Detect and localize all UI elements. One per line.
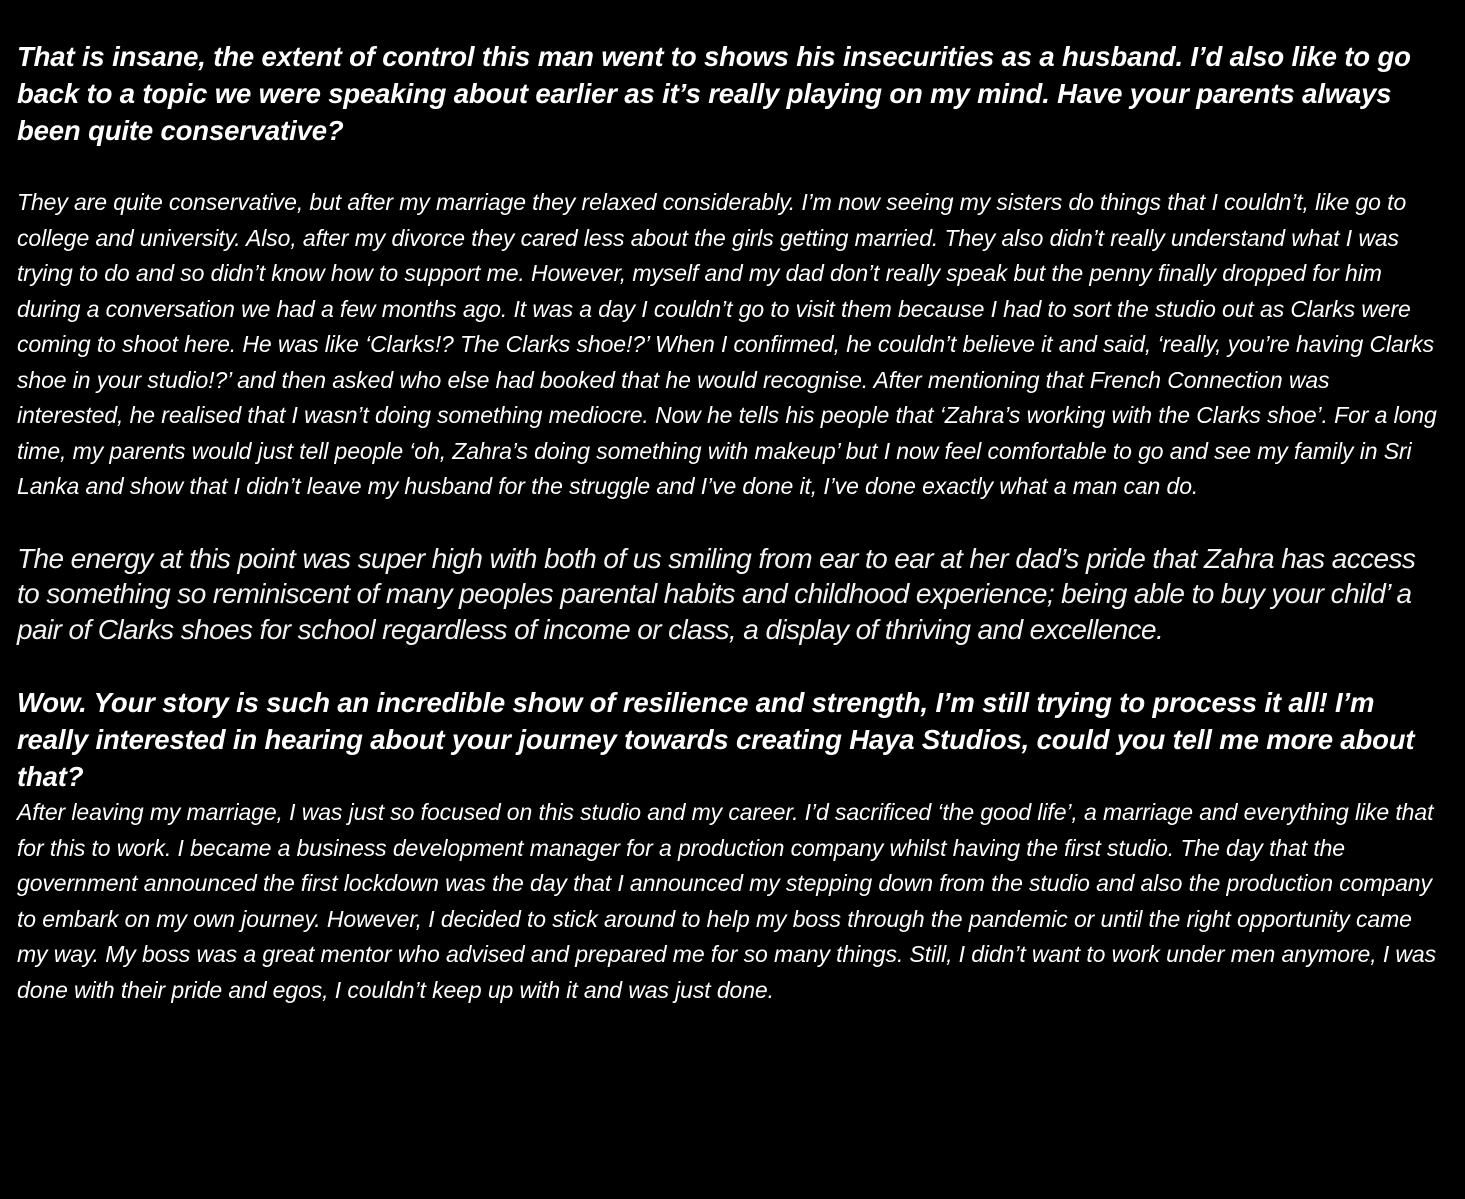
- interviewee-answer: After leaving my marriage, I was just so focused on this studio and my career. I’d sacrificed ‘the good life’, a marriage and everything like that for this to work. I became a business development manager for a production company whilst having the first studio. The day that the government announced the first lockdown was the day that I announced my stepping down from the studio and also the production company to embark on my own journey. However, I decided to stick around to help my boss through the pandemic or until the right opportunity came my way. My boss was a great mentor who advised and prepared me for so many things. Still, I didn’t want to work under men anymore, I was done with their pride and egos, I couldn’t keep up with it and was just done.: [17, 799, 1437, 1003]
- interviewer-question: That is insane, the extent of control this man went to shows his insecurities as a husband. I’d also like to go back to a topic we were speaking about earlier as it’s really playing on my mind. Have your parents always been quite conservative?: [17, 41, 1411, 146]
- interview-article: [17, 38, 1442, 1008]
- interviewer-question: Wow. Your story is such an incredible show of resilience and strength, I’m still trying to process it all! I’m really interested in hearing about your journey towards creating Haya Studios, could you tell me more about that?: [17, 687, 1415, 792]
- narration-paragraph: The energy at this point was super high with both of us smiling from ear to ear at her dad’s pride that Zahra has access to something so reminiscent of many peoples parental habits and childhood experience; being able to buy your child’ a pair of Clarks shoes for school regardless of income or class, a display of thriving and excellence.: [17, 542, 1416, 645]
- interviewee-answer: They are quite conservative, but after my marriage they relaxed considerably. I’m now seeing my sisters do things that I couldn’t, like go to college and university. Also, after my divorce they cared less about the girls getting married. They also didn’t really understand what I was trying to do and so didn’t know how to support me. However, myself and my dad don’t really speak but the penny finally dropped for him during a conversation we had a few months ago. It was a day I couldn’t go to visit them because I had to sort the studio out as Clarks were coming to shoot here. He was like ‘Clarks!? The Clarks shoe!?’ When I confirmed, he couldn’t believe it and said, ‘really, you’re having Clarks shoe in your studio!?’ and then asked who else had booked that he would recognise. After mentioning that French Connection was interested, he realised that I wasn’t doing something mediocre. Now he tells his people that ‘Zahra’s working with the Clarks shoe’. For a long time, my parents would just tell people ‘oh, Zahra’s doing something with makeup’ but I now feel comfortable to go and see my family in Sri Lanka and show that I didn’t leave my husband for the struggle and I’ve done it, I’ve done exactly what a man can do.: [17, 189, 1437, 499]
